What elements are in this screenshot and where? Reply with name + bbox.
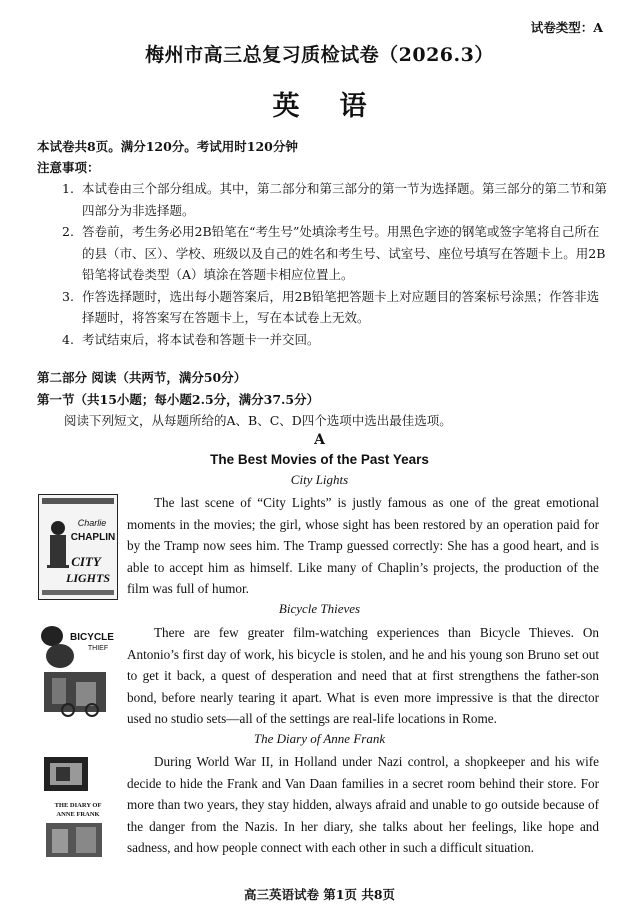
paper-type-label: 试卷类型：A: [530, 20, 603, 35]
note-number: 2.: [62, 224, 74, 239]
note-text: 答卷前，考生务必用2B铅笔在“考生号”处填涂考生号。用黑色字迹的钢笔或签字笔将自己所在的县（市、区）、学校、班级以及自己的姓名和考生号、试室号、座位号填写在答题卡上。用2B铅笔将试卷类型（A）填涂在答题卡相应位置上。: [82, 224, 606, 282]
poster-lights-text: LIGHTS: [65, 571, 111, 585]
exam-info: 本试卷共8页。满分120分。考试用时120分钟: [37, 139, 298, 154]
city-lights-paragraph: The last scene of “City Lights” is justly famous as one of the great emotional moments in the movies; the girl, whose sight has been restored by an operation paid for by the Tramp now sees him. The Tramp guessed correctly: She has a good heart, and is able to accept him as himself. Like many of Chaplin’s projects, the production of the film was full of humor.: [127, 495, 599, 597]
note-number: 1.: [62, 181, 74, 196]
anne-frank-paragraph: During World War II, in Holland under Nazi control, a shopkeeper and his wife decide to hide the Frank and Van Daan families in a secret room behind their store. For more than two years, they stay hidden, always afraid and unable to go outside because of the danger from the Nazis. In her diary, she talks about her feelings, like hope and sadness, and how people connect with each other in such a difficult situation.: [127, 754, 599, 856]
poster-thief-text: THIEF: [87, 645, 109, 652]
note-text: 本试卷由三个部分组成。其中，第二部分和第三部分的第一节为选择题。第三部分的第二节和第四部分为非选择题。: [82, 181, 608, 218]
subject-title: 英语: [272, 91, 407, 122]
poster-charlie-text: Charlie: [77, 518, 107, 528]
part2-heading: 第二部分 阅读（共两节，满分50分）: [37, 370, 247, 385]
poster-anne-frank-text: ANNE FRANK: [56, 811, 100, 818]
note-item: [62, 329, 607, 351]
passage-title: The Best Movies of the Past Years: [210, 452, 429, 467]
poster-bicycle-text: BICYCLE: [70, 632, 114, 643]
note-number: 4.: [62, 331, 74, 347]
note-item: [62, 178, 607, 221]
movie-title-bicycle-thieves: Bicycle Thieves: [278, 601, 361, 616]
note-item: [62, 221, 607, 286]
exam-title: 梅州市高三总复习质检试卷（2026.3）: [145, 44, 494, 66]
anne-frank-poster: [38, 755, 118, 865]
poster-chaplin-text: CHAPLIN: [70, 532, 116, 543]
note-text: 考试结束后，将本试卷和答题卡一并交回。: [82, 331, 320, 347]
passage-letter: A: [314, 432, 325, 448]
page-footer: 高三英语试卷 第1页 共8页: [243, 887, 396, 902]
movie-title-anne-frank: The Diary of Anne Frank: [253, 731, 386, 746]
note-number: 3.: [62, 288, 74, 304]
section1-heading: 第一节（共15小题；每小题2.5分，满分37.5分）: [37, 392, 320, 407]
city-lights-poster: [38, 494, 118, 600]
movie-title-city-lights: City Lights: [290, 472, 349, 487]
poster-diary-text: THE DIARY OF: [54, 802, 102, 809]
bicycle-thieves-poster: [38, 622, 118, 722]
note-text: 作答选择题时，选出每小题答案后，用2B铅笔把答题卡上对应题目的答案标号涂黑；作答非选择题时，将答案写在答题卡上，写在本试卷上无效。: [82, 288, 600, 325]
bicycle-thieves-paragraph: There are few greater film-watching experiences than Bicycle Thieves. On Antonio’s first day of work, his bicycle is stolen, and he and his young son Bruno set out to get it back, a quest of desperation and need that at first strengthens the father-son bond, before nearly tearing it apart. What is even more impressive is that the director used no studio sets—all of the settings are real-life locations in Rome.: [127, 625, 599, 727]
reading-instruction: 阅读下列短文，从每题所给的A、B、C、D四个选项中选出最佳选项。: [64, 413, 452, 428]
poster-city-text: CITY: [71, 554, 101, 569]
notes-list: [62, 178, 607, 350]
note-item: [62, 286, 607, 329]
notes-heading: 注意事项：: [37, 160, 100, 175]
